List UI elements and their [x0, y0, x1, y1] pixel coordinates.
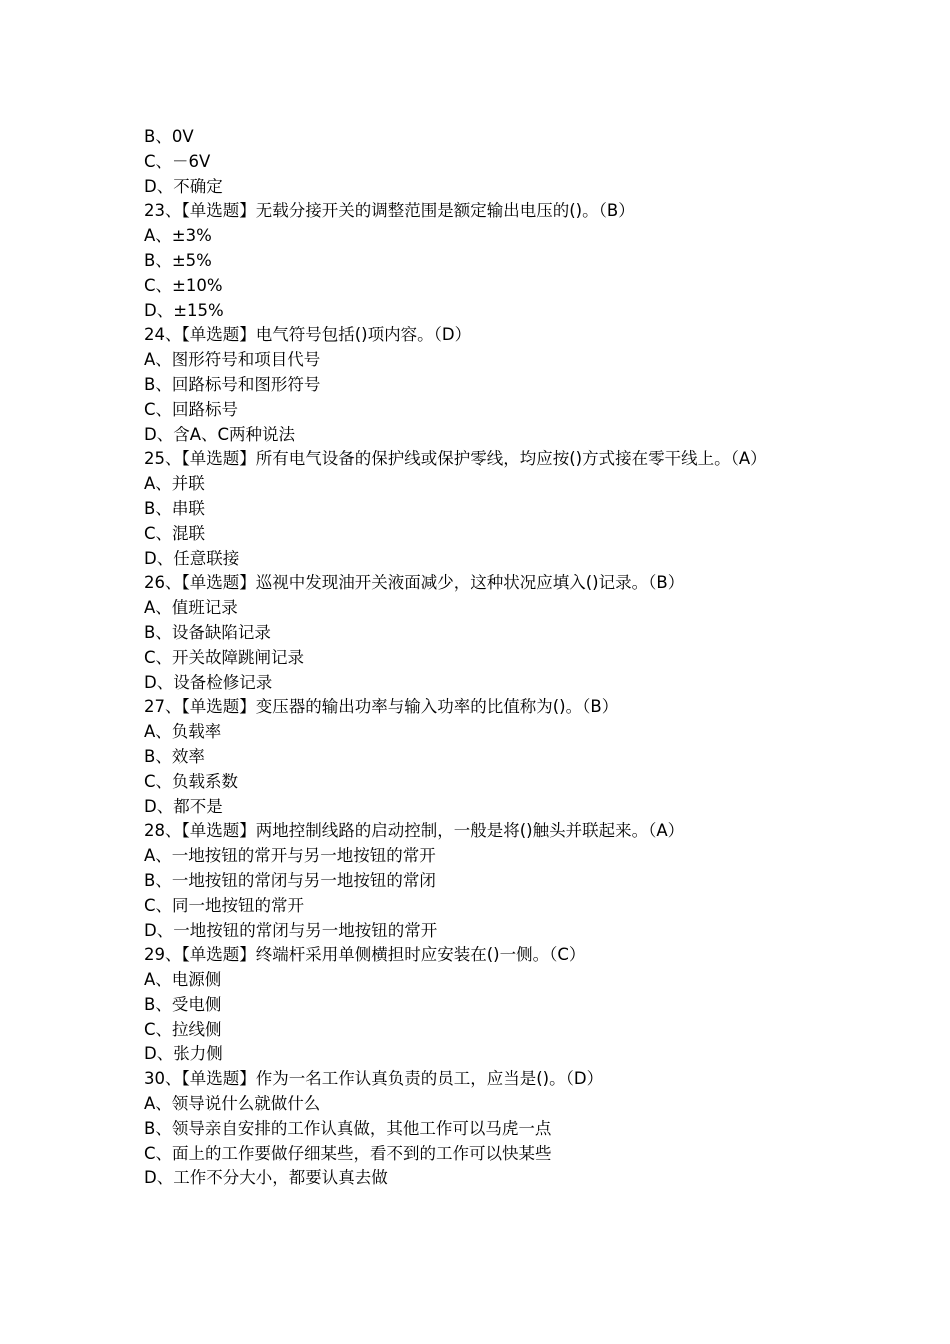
- question-list: [144, 125, 814, 1191]
- question-24: 24、【单选题】电气符号包括()项内容。（D）: [144, 325, 472, 345]
- q27-option-b: B、效率: [144, 746, 205, 766]
- q26-option-c: C、开关故障跳闸记录: [144, 647, 305, 667]
- q30-option-b: B、领导亲自安排的工作认真做，其他工作可以马虎一点: [144, 1118, 552, 1138]
- q23-option-b: B、±5%: [144, 250, 212, 270]
- question-23: 23、【单选题】无载分接开关的调整范围是额定输出电压的()。（B）: [144, 201, 635, 221]
- question-28: 28、【单选题】两地控制线路的启动控制，一般是将()触头并联起来。（A）: [144, 821, 685, 841]
- q24-option-a: A、图形符号和项目代号: [144, 350, 321, 370]
- q29-option-b: B、受电侧: [144, 994, 222, 1014]
- option-b-0v: B、0V: [144, 127, 194, 146]
- option-c-neg6v: C、－6V: [144, 151, 211, 171]
- q23-option-c: C、±10%: [144, 275, 223, 295]
- q26-option-d: D、设备检修记录: [144, 672, 273, 692]
- q28-option-d: D、一地按钮的常闭与另一地按钮的常开: [144, 920, 438, 940]
- question-27: 27、【单选题】变压器的输出功率与输入功率的比值称为()。（B）: [144, 697, 619, 717]
- q25-option-d: D、任意联接: [144, 548, 240, 568]
- q24-option-b: B、回路标号和图形符号: [144, 374, 321, 394]
- q28-option-a: A、一地按钮的常开与另一地按钮的常开: [144, 846, 436, 866]
- q25-option-a: A、并联: [144, 474, 205, 494]
- q25-option-b: B、串联: [144, 498, 205, 518]
- q24-option-c: C、回路标号: [144, 399, 239, 419]
- q28-option-b: B、一地按钮的常闭与另一地按钮的常闭: [144, 870, 436, 890]
- q26-option-a: A、值班记录: [144, 598, 238, 618]
- q25-option-c: C、混联: [144, 523, 206, 543]
- q27-option-a: A、负载率: [144, 722, 222, 742]
- q30-option-a: A、领导说什么就做什么: [144, 1094, 321, 1114]
- question-25: 25、【单选题】所有电气设备的保护线或保护零线，均应按()方式接在零干线上。（A）: [144, 449, 767, 469]
- q29-option-c: C、拉线侧: [144, 1019, 222, 1039]
- q29-option-d: D、张力侧: [144, 1044, 223, 1064]
- q24-option-d: D、含A、C两种说法: [144, 424, 296, 444]
- q30-option-c: C、面上的工作要做仔细某些，看不到的工作可以快某些: [144, 1143, 552, 1163]
- q26-option-b: B、设备缺陷记录: [144, 622, 271, 642]
- q27-option-c: C、负载系数: [144, 771, 239, 791]
- q30-option-d: D、工作不分大小，都要认真去做: [144, 1168, 388, 1188]
- option-d-uncertain: D、不确定: [144, 176, 223, 196]
- question-30: 30、【单选题】作为一名工作认真负责的员工，应当是()。（D）: [144, 1069, 604, 1089]
- q29-option-a: A、电源侧: [144, 970, 222, 990]
- q23-option-a: A、±3%: [144, 226, 212, 246]
- q23-option-d: D、±15%: [144, 300, 224, 320]
- question-26: 26、【单选题】巡视中发现油开关液面减少，这种状况应填入()记录。（B）: [144, 573, 685, 593]
- q27-option-d: D、都不是: [144, 796, 223, 816]
- q28-option-c: C、同一地按钮的常开: [144, 895, 305, 915]
- question-29: 29、【单选题】终端杆采用单侧横担时应安装在()一侧。（C）: [144, 945, 586, 965]
